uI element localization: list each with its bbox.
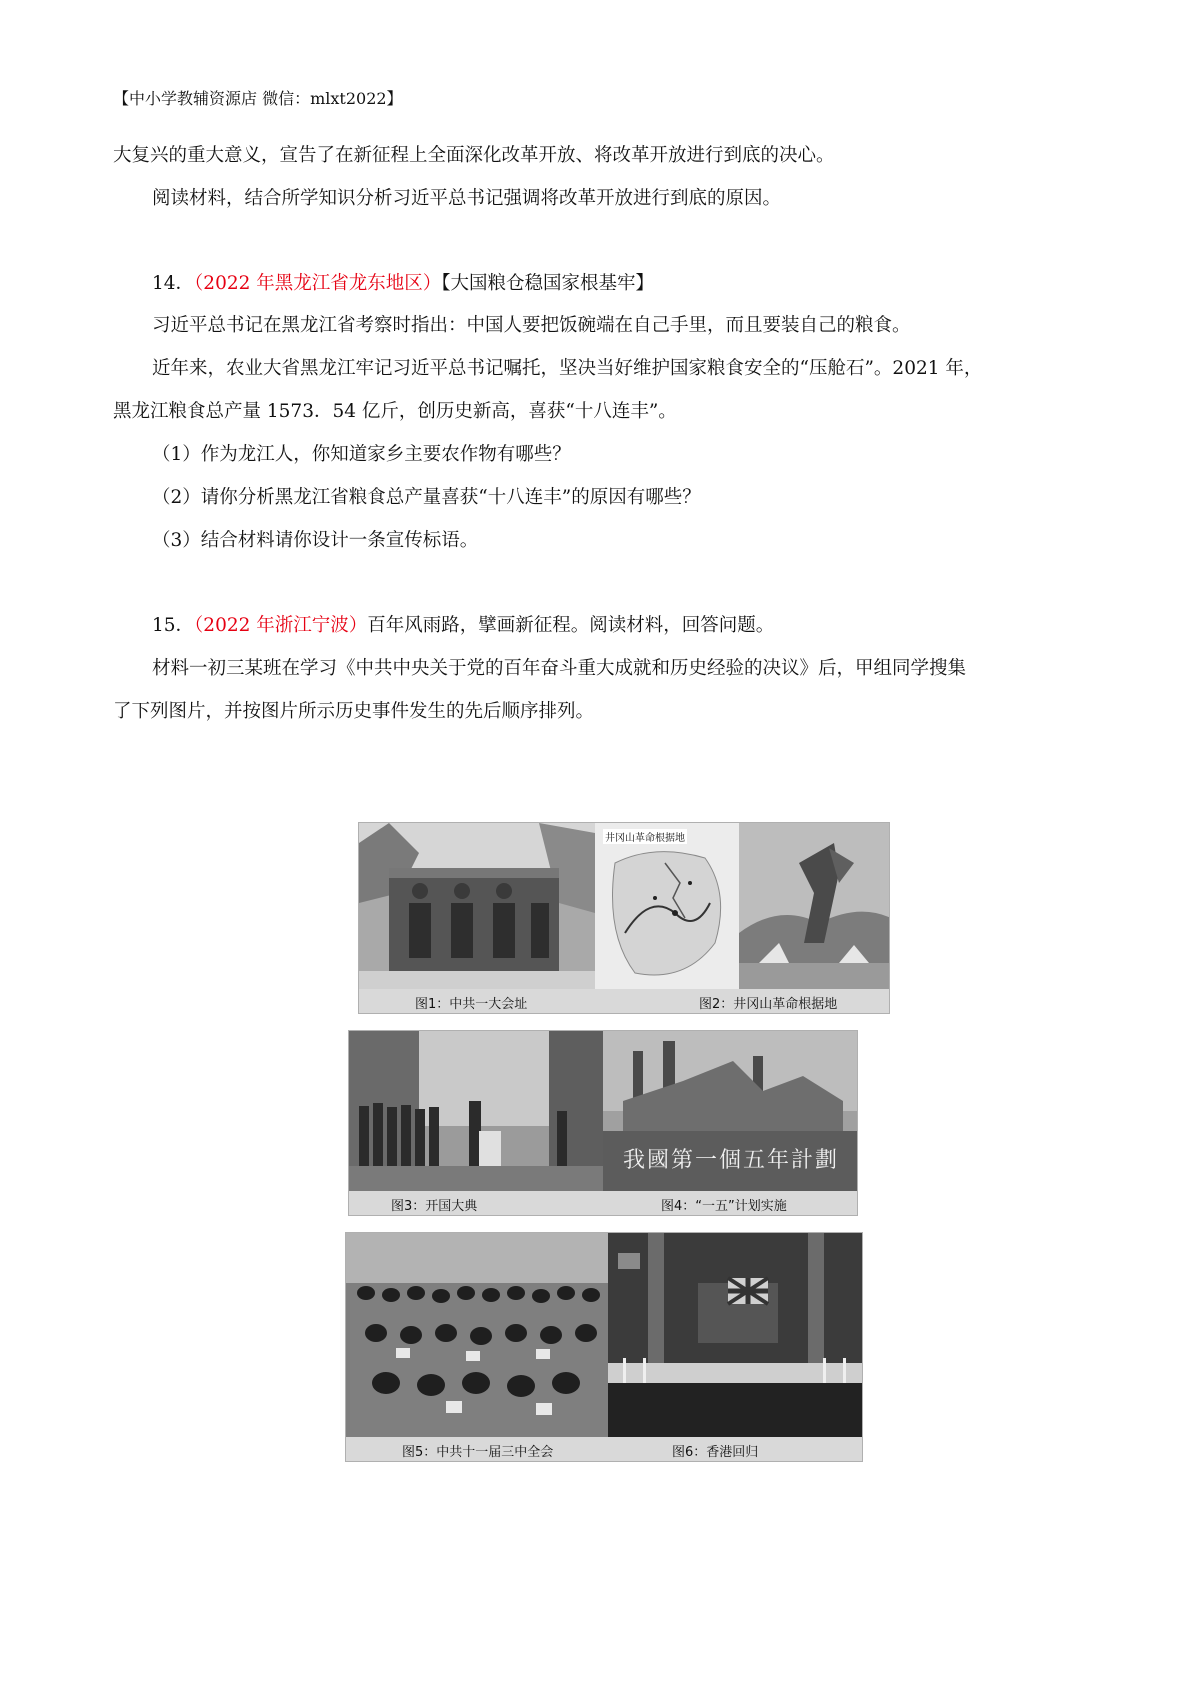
q14-line1: 习近平总书记在黑龙江省考察时指出：中国人要把饭碗端在自己手里，而且要装自己的粮食。 (152, 315, 911, 336)
paragraph-continuation: 大复兴的重大意义，宣告了在新征程上全面深化改革开放、将改革开放进行到底的决心。 (113, 145, 835, 166)
photo-first-five-year-plan (603, 1031, 858, 1193)
caption-fig1: 图1：中共一大会址 (415, 997, 528, 1012)
q14-heading (152, 275, 654, 294)
q14-sub3: （3）结合材料请你设计一条宣传标语。 (152, 530, 479, 551)
caption-fig3: 图3：开国大典 (391, 1199, 478, 1214)
q14-line3: 黑龙江粮食总产量 1573．54 亿斤，创历史新高，喜获“十八连丰”。 (113, 401, 677, 422)
photo-founding-ceremony (349, 1031, 603, 1193)
q15-intro: 百年风雨路，擘画新征程。阅读材料，回答问题。 (367, 615, 775, 636)
photo-first-congress-site (359, 823, 595, 991)
figure-row-1 (358, 822, 890, 1014)
caption-fig2: 图2：井冈山革命根据地 (699, 997, 838, 1012)
page-header: 【中小学教辅资源店 微信：mlxt2022】 (113, 89, 403, 108)
q14-sub1: （1）作为龙江人，你知道家乡主要农作物有哪些？ (152, 444, 571, 465)
q15-line2: 了下列图片，并按图片所示历史事件发生的先后顺序排列。 (113, 701, 595, 722)
photo-jinggangshan-map (595, 823, 739, 991)
caption-bar-row-1 (359, 989, 889, 1013)
caption-fig4: 图4：“一五”计划实施 (661, 1199, 787, 1214)
q14-title: 【大国粮仓稳国家根基牢】 (441, 273, 655, 294)
caption-fig5: 图5：中共十一届三中全会 (402, 1445, 554, 1460)
q15-number: 15． (152, 615, 195, 636)
map-title: 井冈山革命根据地 (603, 829, 687, 844)
paragraph-question: 阅读材料，结合所学知识分析习近平总书记强调将改革开放进行到底的原因。 (152, 188, 782, 209)
figure-row-2 (348, 1030, 858, 1216)
photo-third-plenum (346, 1233, 608, 1439)
q15-heading (152, 617, 774, 636)
q14-sub2: （2）请你分析黑龙江省粮食总产量喜获“十八连丰”的原因有哪些？ (152, 487, 701, 508)
q14-number: 14． (152, 273, 195, 294)
q15-source: （2022 年浙江宁波） (194, 615, 368, 636)
figure-row-3 (345, 1232, 863, 1462)
photo-jinggangshan-monument (739, 823, 890, 991)
photo-hong-kong-handover (608, 1233, 863, 1439)
q14-source: （2022 年黑龙江省龙东地区） (194, 273, 442, 294)
poster-text: 我國第一個五年計劃 (622, 1148, 839, 1173)
q15-line1: 材料一初三某班在学习《中共中央关于党的百年奋斗重大成就和历史经验的决议》后，甲组同学搜集 (152, 658, 967, 679)
caption-bar-row-3 (346, 1437, 862, 1461)
q14-line2: 近年来，农业大省黑龙江牢记习近平总书记嘱托，坚决当好维护国家粮食安全的“压舱石”。2021 年， (152, 358, 983, 379)
caption-fig6: 图6：香港回归 (672, 1445, 759, 1460)
caption-bar-row-2 (349, 1191, 857, 1215)
